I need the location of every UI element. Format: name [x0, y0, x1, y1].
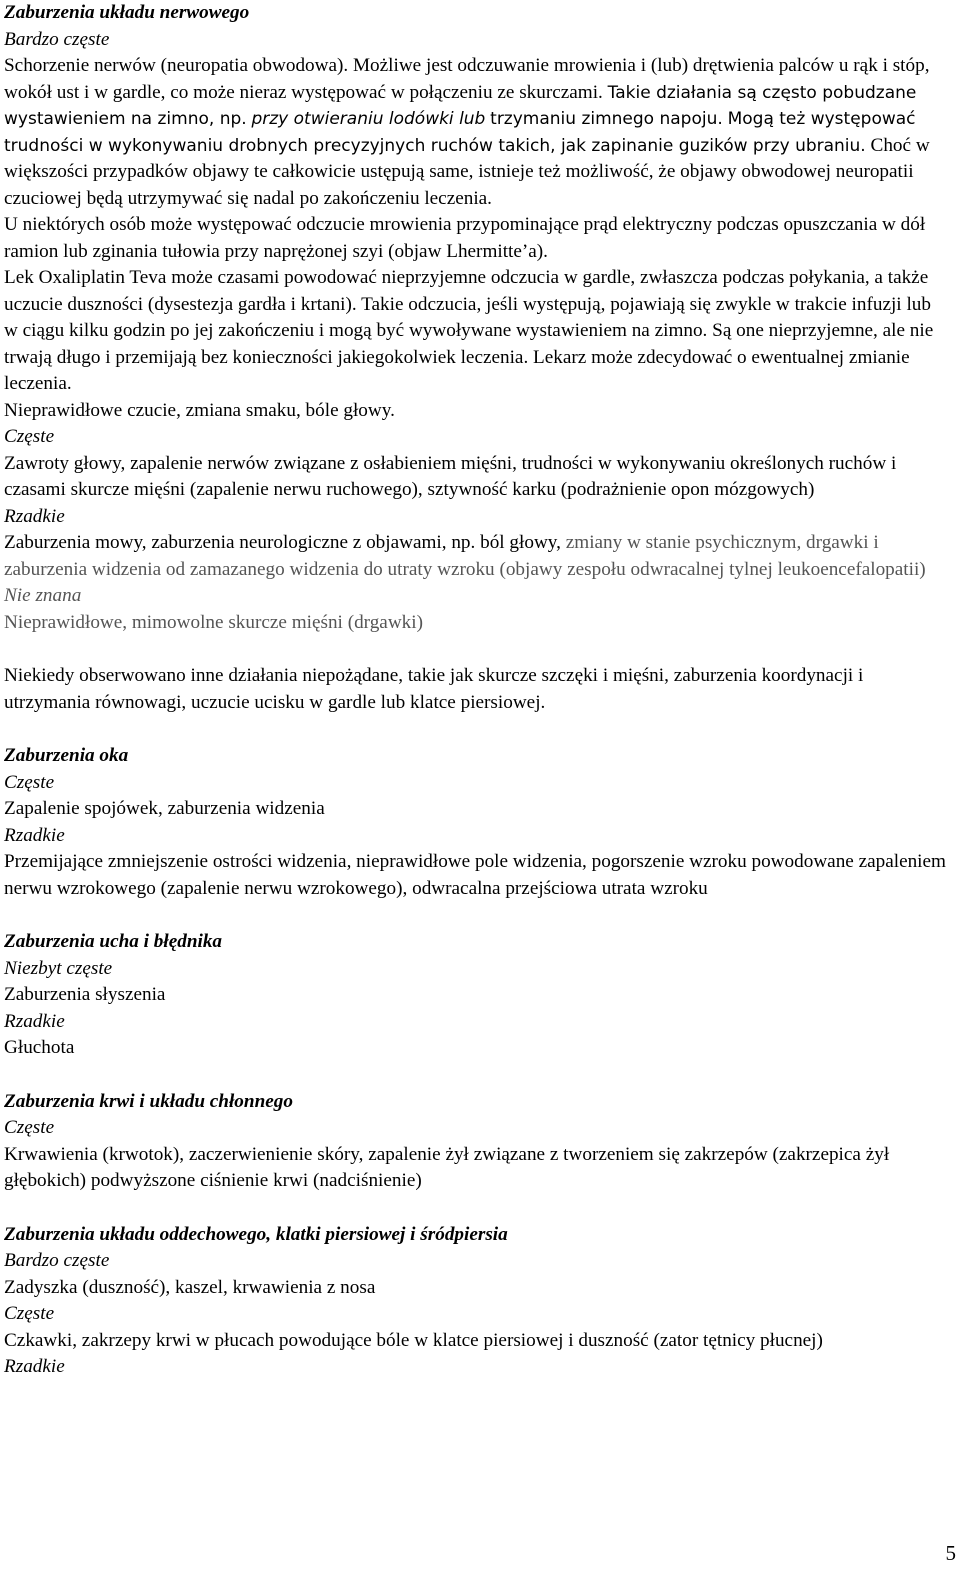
frequency-label: Rzadkie [4, 1356, 65, 1377]
spacer [4, 902, 948, 929]
paragraph: Zawroty głowy, zapalenie nerwów związane z osłabieniem mięśni, trudności w wykonywaniu określonych ruchów i czasami skurcze mięśni (zapalenie nerwu ruchowego), sztywność karku (podrażnienie opon mózgowych) [4, 452, 897, 500]
frequency-label: Częste [4, 426, 55, 447]
section-heading-respiratory: Zaburzenia układu oddechowego, klatki piersiowej i śródpiersia [4, 1223, 508, 1245]
paragraph: Lek Oxaliplatin Teva może czasami powodować nieprzyjemne odczucia w gardle, zwłaszcza podczas połykania, a także uczucie duszności (dysestezja gardła i krtani). Takie odczucia, jeśli występują, pojawiają się zwykle w trakcie infuzji lub w ciągu kilku godzin po jej zakończeniu i mogą być wywoływane wystawieniem na zimno. Są one nieprzyjemne, ale nie trwają długo i przemijają bez konieczności jakiegokolwiek leczenia. Lekarz może zdecydować o ewentualnej zmianie leczenia. [4, 267, 934, 394]
paragraph: Krwawienia (krwotok), zaczerwienienie skóry, zapalenie żył związane z tworzeniem się zakrzepów (zakrzepica żył głębokich) podwyższone ciśnienie krwi (nadciśnienie) [4, 1143, 890, 1191]
paragraph: Nieprawidłowe, mimowolne skurcze mięśni (drgawki) [4, 611, 423, 633]
frequency-label: Rzadkie [4, 1010, 65, 1032]
page-number: 5 [945, 1541, 956, 1565]
paragraph-text-sans-italic: przy otwieraniu lodówki lub [251, 109, 486, 129]
paragraph: Zapalenie spojówek, zaburzenia widzenia [4, 798, 325, 819]
frequency-label: Częste [4, 1303, 55, 1324]
spacer [4, 1062, 948, 1089]
paragraph: Niekiedy obserwowano inne działania niepożądane, takie jak skurcze szczęki i mięśni, zaburzenia koordynacji i utrzymania równowagi, uczucie ucisku w gardle lub klatce piersiowej. [4, 665, 864, 713]
frequency-label: Bardzo częste [4, 1250, 110, 1271]
spacer [4, 636, 948, 663]
frequency-label: Rzadkie [4, 505, 65, 527]
paragraph-text: Zaburzenia mowy, zaburzenia neurologiczne z objawami, np. ból głowy, [4, 532, 561, 553]
paragraph-text: Choć w większości przypadków objawy te całkowicie ustępują same, istnieje też możliwość, że objawy obwodowej neuropatii czuciowej będą utrzymywać się nadal po zakończeniu leczenia. [4, 134, 930, 209]
section-heading-nervous: Zaburzenia układu nerwowego [4, 2, 250, 23]
spacer [4, 1195, 948, 1222]
paragraph: Nieprawidłowe czucie, zmiana smaku, bóle głowy. [4, 399, 395, 421]
paragraph-text: Schorzenie nerwów (neuropatia obwodowa). Możliwe jest odczuwanie mrowienia i (lub) drętwienia palców u rąk i stóp, wokół ust i w gardle, co może nieraz występować w połączeniu ze skurczami. [4, 55, 930, 103]
frequency-label: Nie znana [4, 585, 82, 606]
section-heading-eye: Zaburzenia oka [4, 745, 129, 766]
frequency-label: Rzadkie [4, 824, 65, 846]
paragraph: Zaburzenia słyszenia [4, 984, 166, 1005]
paragraph-text-sans: trzymaniu zimnego napoju. [490, 109, 723, 129]
paragraph: Czkawki, zakrzepy krwi w płucach powodujące bóle w klatce piersiowej i duszność (zator tętnicy płucnej) [4, 1329, 823, 1351]
paragraph: Przemijające zmniejszenie ostrości widzenia, nieprawidłowe pole widzenia, pogorszenie wzroku powodowane zapaleniem nerwu wzrokowego (zapalenie nerwu wzrokowego), odwracalna przejściowa utrata wzroku [4, 851, 946, 899]
section-heading-blood: Zaburzenia krwi i układu chłonnego [4, 1090, 293, 1112]
paragraph-text-sans: Mogą też występować trudności w wykonywaniu drobnych precyzyjnych ruchów takich, jak zapinanie guzików przy ubraniu. [4, 109, 916, 156]
frequency-label: Niezbyt częste [4, 957, 113, 979]
document-page [4, 0, 948, 1381]
paragraph-text-sans: Takie działania są często pobudzane wystawieniem na zimno, np. [4, 82, 917, 129]
frequency-label: Częste [4, 1117, 55, 1138]
paragraph [4, 530, 948, 583]
paragraph [4, 53, 948, 212]
paragraph: U niektórych osób może występować odczucie mrowienia przypominające prąd elektryczny podczas opuszczania w dół ramion lub zginania tułowia przy naprężonej szyi (objaw Lhermitte’a). [4, 214, 926, 262]
paragraph: Zadyszka (duszność), kaszel, krwawienia z nosa [4, 1276, 376, 1298]
frequency-label: Bardzo częste [4, 28, 110, 50]
spacer [4, 716, 948, 743]
section-heading-ear: Zaburzenia ucha i błędnika [4, 931, 223, 952]
paragraph-text-gray: zmiany w stanie psychicznym, drgawki i zaburzenia widzenia od zamazanego widzenia do utraty wzroku (objawy zespołu odwracalnej tylnej leukoencefalopatii) [4, 532, 926, 580]
frequency-label: Częste [4, 771, 55, 793]
paragraph: Głuchota [4, 1037, 75, 1058]
